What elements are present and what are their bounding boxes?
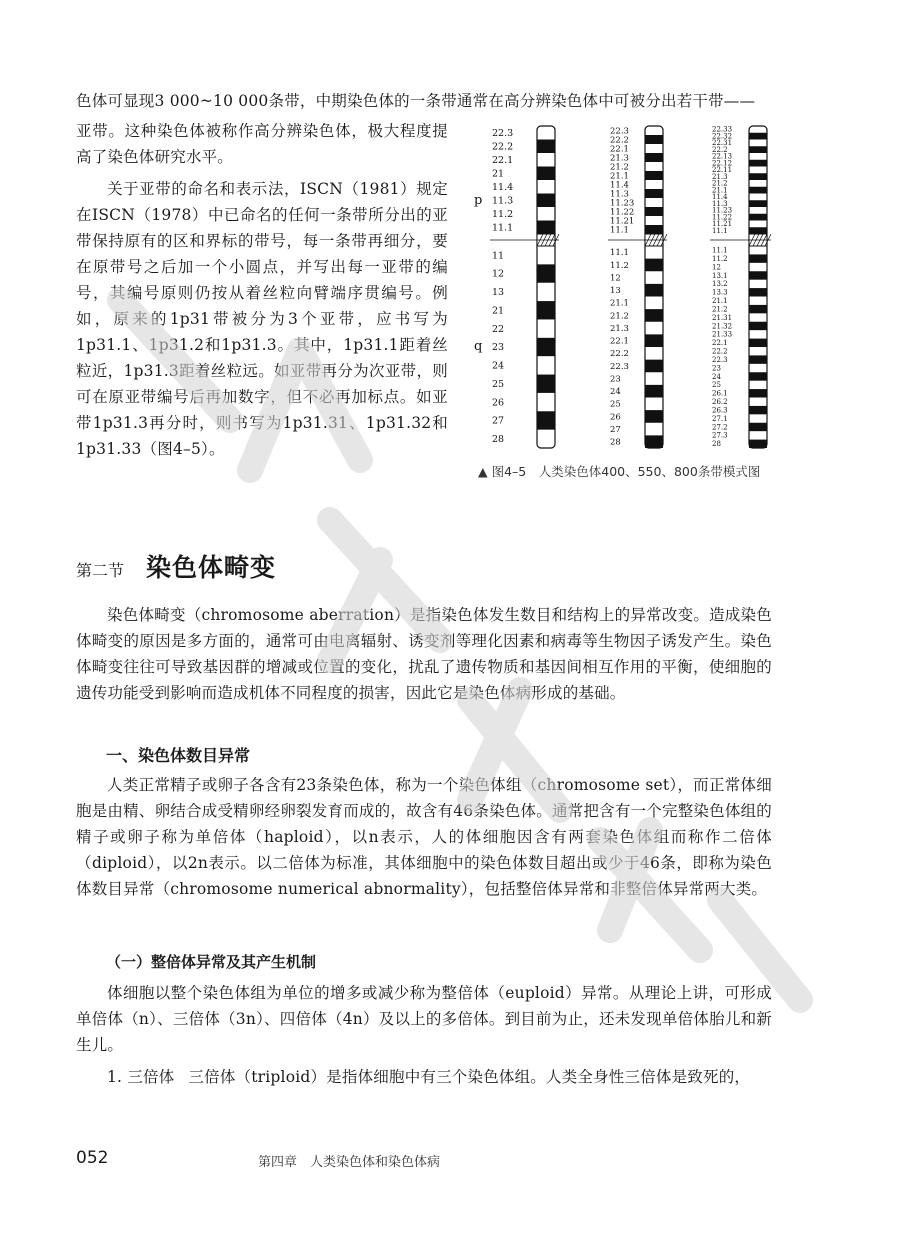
band-label: 22.2 [610,135,629,146]
chromosome-band [749,227,767,234]
band-label: 21.2 [712,305,728,314]
figure-caption: ▲ 图4–5 人类染色体400、550、800条带模式图 [478,464,761,479]
band-label: 22.2 [492,141,514,153]
chromosome-band [749,146,767,153]
band-label: 24 [610,387,621,398]
band-label: 22.2 [712,347,728,356]
chromosome-band [749,372,767,380]
paragraph-sub-band-intro: 亚带。这种染色体被称作高分辨染色体，极大程度提高了染色体研究水平。 [76,122,448,166]
band-label: 11.21 [712,220,733,229]
band-label: 11.1 [492,222,514,234]
band-label: 11.4 [712,193,728,202]
subheading-euploid: （一）整倍体异常及其产生机制 [106,953,317,971]
band-label: 11.3 [492,195,514,207]
band-label: 11.2 [712,254,728,263]
paragraph-numerical-abnormality: 人类正常精子或卵子各含有23条染色体，称为一个染色体组（chromosome set），而正常体细胞是由精、卵结合成受精卵经卵裂发育而成的，故含有46条染色体。通常把含有一个完整染色体组的精子或卵子称为单倍体（haploid），以n表示，人的体细胞因含有两套染色体组而称作二倍体（diploid），以2n表示。以二倍体为标准，其体细胞中的染色体数目超出或少于46条，即称为染色体数目异常（chromosome numerical abnormality），包括整倍体异常和非整倍体异常两大类。 [76,776,772,898]
subheading-numerical-abnormality: 一、染色体数目异常 [106,746,251,765]
band-label: 22.3 [712,355,728,364]
chromosome-band [749,160,767,167]
section-number: 第二节 [76,561,125,580]
band-label: 26.3 [712,406,728,415]
chromosome-band [749,423,767,431]
chromosome-band [645,284,663,297]
band-label: 21.1 [712,186,728,195]
band-label: 22.11 [712,166,733,175]
band-label: 23 [712,364,721,373]
band-label: 11.1 [712,226,728,235]
band-label: 22.3 [492,127,514,139]
paragraph-sub-band-naming: 关于亚带的命名和表示法，ISCN（1981）规定在ISCN（1978）中已命名的任何一条带所分出的亚带保持原有的区和界标的带号，每一条带再细分，要在原带号之后加一个小圆点，并写出每一亚带的编号，其编号原则仍按从着丝粒向臂端序贯编号。例如，原来的1p31带被分为3个亚带，应书写为1p31.1、1p31.2和1p31.3。其中，1p31.1距着丝粒近，1p31.3距着丝粒远。如亚带再分为次亚带，则可在原亚带编号后再加数字，但不必再加标点。如亚带1p31.3再分时，则书写为1p31.31、1p31.32和1p31.33（图4–5）。 [76,180,448,458]
chromosome-band [749,389,767,397]
band-label: 22.12 [712,159,733,168]
band-label: 24 [712,372,721,381]
chromosome-band [537,194,555,208]
band-label: 21 [492,168,505,180]
chromosome-band [749,288,767,296]
chromosome-band [749,339,767,347]
band-label: 22.31 [712,139,733,148]
band-label: 21.3 [712,172,728,181]
chromosome-band [537,301,555,319]
band-label: 21.1 [610,298,629,309]
band-label: 21.33 [712,330,733,339]
chromosome-band [749,187,767,194]
chromosome-band [749,322,767,330]
chromosome-band [537,140,555,154]
band-label: 11.1 [610,225,629,236]
band-label: 26.2 [712,398,728,407]
band-label: 13 [610,286,621,297]
chromosome-band [749,271,767,279]
chromosome-band [537,411,555,429]
band-label: 11.23 [610,198,635,209]
chromosome-band [749,254,767,262]
chromosome-band [537,375,555,393]
band-label: 11.2 [492,208,514,220]
band-label: 22.1 [712,339,728,348]
chromosome-band [749,305,767,313]
paragraph-continued-line: 色体可显现3 000~10 000条带，中期染色体的一条带通常在高分辨染色体中可被分出若干带—— [76,92,756,110]
arm-label-q: q [474,339,483,354]
band-label: 26.1 [712,389,728,398]
chromosome-band [749,133,767,140]
band-label: 27.1 [712,414,728,423]
band-label: 11.22 [610,207,635,218]
chromosome-band [645,153,663,162]
chromosome-band [645,207,663,216]
band-label: 11.22 [712,213,733,222]
chromosome-band [749,406,767,414]
chromosome-band [749,200,767,207]
band-label: 13.3 [712,288,728,297]
band-label: 11.3 [712,199,728,208]
band-label: 22.3 [610,361,629,372]
band-label: 21.1 [610,171,629,182]
chromosome-band [537,264,555,282]
chromosome-band [537,167,555,181]
band-label: 22.1 [610,336,629,347]
band-label: 26 [492,397,505,409]
band-label: 27.3 [712,431,728,440]
section-heading [76,548,276,584]
band-label: 28 [610,437,621,448]
band-label: 11.3 [610,189,629,200]
band-label: 11.1 [712,246,728,255]
band-label: 25 [610,399,621,410]
band-label: 22.13 [712,152,733,161]
band-label: 26 [610,412,621,423]
chromosome-band [645,435,663,448]
chromosome-band [645,309,663,322]
band-label: 11.21 [610,216,635,227]
band-label: 27.2 [712,423,728,432]
chromosome-band [749,214,767,221]
band-label: 22.33 [712,125,733,134]
band-label: 22.3 [610,126,629,137]
band-label: 27 [492,415,505,427]
band-label: 22.32 [712,132,733,141]
band-label: 21.3 [610,153,629,164]
band-label: 22.1 [492,154,514,166]
chromosome-band [645,385,663,398]
chromosome-band [749,173,767,180]
band-label: 13 [492,287,505,299]
arm-label-p: p [474,193,483,208]
band-label: 25 [492,378,505,390]
chromosome-band [749,355,767,363]
chromosome-band [537,338,555,356]
band-label: 21.2 [610,162,629,173]
band-label: 21.32 [712,322,733,331]
band-label: 11.23 [712,206,733,215]
triploid-text: 三倍体（triploid）是指体细胞中有三个染色体组。人类全身性三倍体是致死的， [188,1068,751,1086]
band-label: 25 [712,381,721,390]
band-label: 23 [610,374,621,385]
band-label: 12 [492,268,505,280]
band-label: 22 [492,323,505,335]
band-label: 13.2 [712,280,728,289]
band-label: 23 [492,342,505,354]
band-label: 11.1 [610,248,629,259]
band-label: 21.1 [712,297,728,306]
page-number: 052 [76,1148,109,1168]
running-footer-chapter: 第四章 人类染色体和染色体病 [258,1155,441,1170]
chromosome-band [749,440,767,448]
triploid-lead: 1. 三倍体 [107,1068,175,1086]
chromosome-ideogram-svg [472,118,772,458]
band-label: 28 [492,433,505,445]
chromosome-band [645,360,663,373]
chromosome-band [645,225,663,234]
band-label: 11.4 [610,180,629,191]
chromosome-band [645,334,663,347]
band-label: 21.2 [712,179,728,188]
band-label: 11.2 [610,260,629,271]
band-label: 12 [610,273,621,284]
band-label: 28 [712,440,721,449]
band-label: 21 [492,305,505,317]
band-label: 12 [712,263,721,272]
chromosome-band-figure [472,118,772,490]
band-label: 24 [492,360,505,372]
band-label: 21.3 [610,323,629,334]
chromosome-band [537,221,555,235]
band-label: 22.2 [610,349,629,360]
band-label: 11 [492,250,505,262]
band-label: 21.31 [712,313,733,322]
chromosome-band [645,189,663,198]
band-label: 22.2 [712,145,728,154]
paragraph-triploid [76,1064,772,1090]
paragraph-euploid: 体细胞以整个染色体组为单位的增多或减少称为整倍体（euploid）异常。从理论上讲，可形成单倍体（n）、三倍体（3n）、四倍体（4n）及以上的多倍体。到目前为止，还未发现单倍体胎儿和新生儿。 [76,984,772,1054]
band-label: 21.2 [610,311,629,322]
chromosome-band [645,135,663,144]
chromosome-band [645,171,663,180]
paragraph-aberration-definition: 染色体畸变（chromosome aberration）是指染色体发生数目和结构上的异常改变。造成染色体畸变的原因是多方面的，通常可由电离辐射、诱变剂等理化因素和病毒等生物因子诱发产生。染色体畸变往往可导致基因群的增减或位置的变化，扰乱了遗传物质和基因间相互作用的平衡，使细胞的遗传功能受到影响而造成机体不同程度的损害，因此它是染色体病形成的基础。 [76,606,772,702]
band-label: 13.1 [712,271,728,280]
chromosome-band [645,259,663,272]
band-label: 11.4 [492,181,514,193]
band-label: 22.1 [610,144,629,155]
chromosome-band [645,410,663,423]
section-title: 染色体畸变 [146,553,277,582]
band-label: 27 [610,424,621,435]
